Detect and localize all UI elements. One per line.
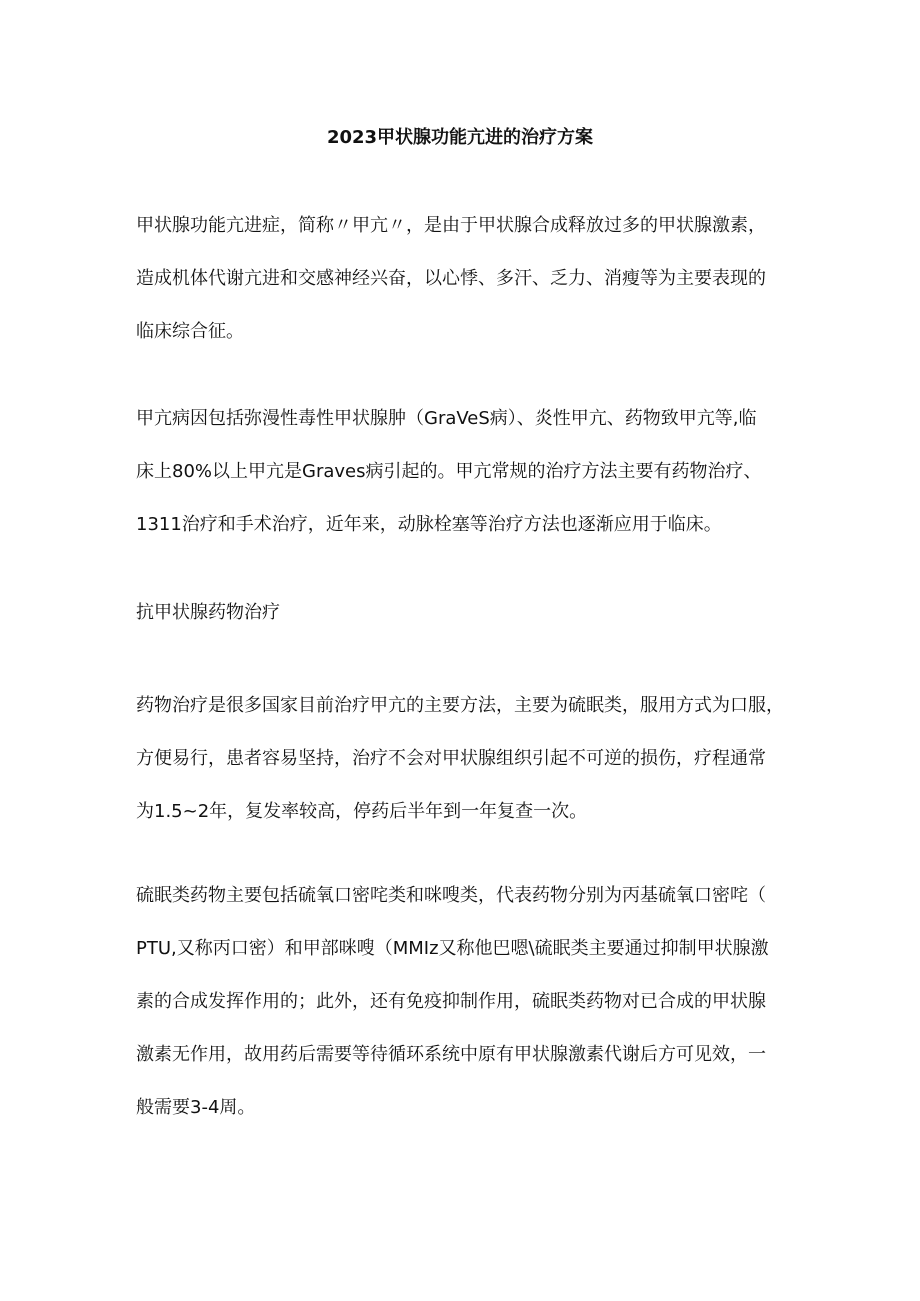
text-line: 床上80%以上甲亢是Graves病引起的。甲亢常规的治疗方法主要有药物治疗、 [136, 461, 762, 482]
text-line: 抗甲状腺药物治疗 [136, 602, 280, 623]
text-line: 般需要3-4周。 [136, 1097, 256, 1118]
paragraph-hyperthyroidism-definition [136, 212, 796, 345]
text-line: 甲状腺功能亢进症，简称〃甲亢〃，是由于甲状腺合成释放过多的甲状腺激素， [136, 215, 766, 236]
text-line: 为1.5~2年，复发率较高，停药后半年到一年复查一次。 [136, 801, 588, 822]
text-line: 造成机体代谢亢进和交感神经兴奋，以心悸、多汗、乏力、消瘦等为主要表现的 [136, 268, 766, 289]
text-line: 激素无作用，故用药后需要等待循环系统中原有甲状腺激素代谢后方可见效，一 [136, 1044, 766, 1065]
paragraph-thionamide-drugs [136, 882, 796, 1121]
paragraph-etiology [136, 405, 796, 538]
text-line: 临床综合征。 [136, 321, 244, 342]
text-line: 1311治疗和手术治疗，近年来，动脉栓塞等治疗方法也逐渐应用于临床。 [136, 514, 722, 535]
text-line: 素的合成发挥作用的；此外，还有免疫抑制作用，硫眠类药物对已合成的甲状腺 [136, 991, 766, 1012]
section-heading-antithyroid-drugs [136, 599, 796, 626]
paragraph-drug-therapy [136, 692, 796, 825]
text-line: 甲亢病因包括弥漫性毒性甲状腺肿（GraVeS病）、炎性甲亢、药物致甲亢等,临 [136, 408, 757, 429]
document-title: 2023甲状腺功能亢进的治疗方案 [326, 127, 594, 148]
text-line: 硫眠类药物主要包括硫氧口密咤类和咪嗖类，代表药物分别为丙基硫氧口密咤（ [136, 885, 766, 906]
text-line: 方便易行，患者容易坚持，治疗不会对甲状腺组织引起不可逆的损伤，疗程通常 [136, 748, 766, 769]
text-line: PTU,又称丙口密）和甲部咪嗖（MMIz又称他巴嗯\硫眠类主要通过抑制甲状腺激 [136, 938, 769, 959]
text-line: 药物治疗是很多国家目前治疗甲亢的主要方法，主要为硫眠类，服用方式为口服， [136, 695, 784, 716]
